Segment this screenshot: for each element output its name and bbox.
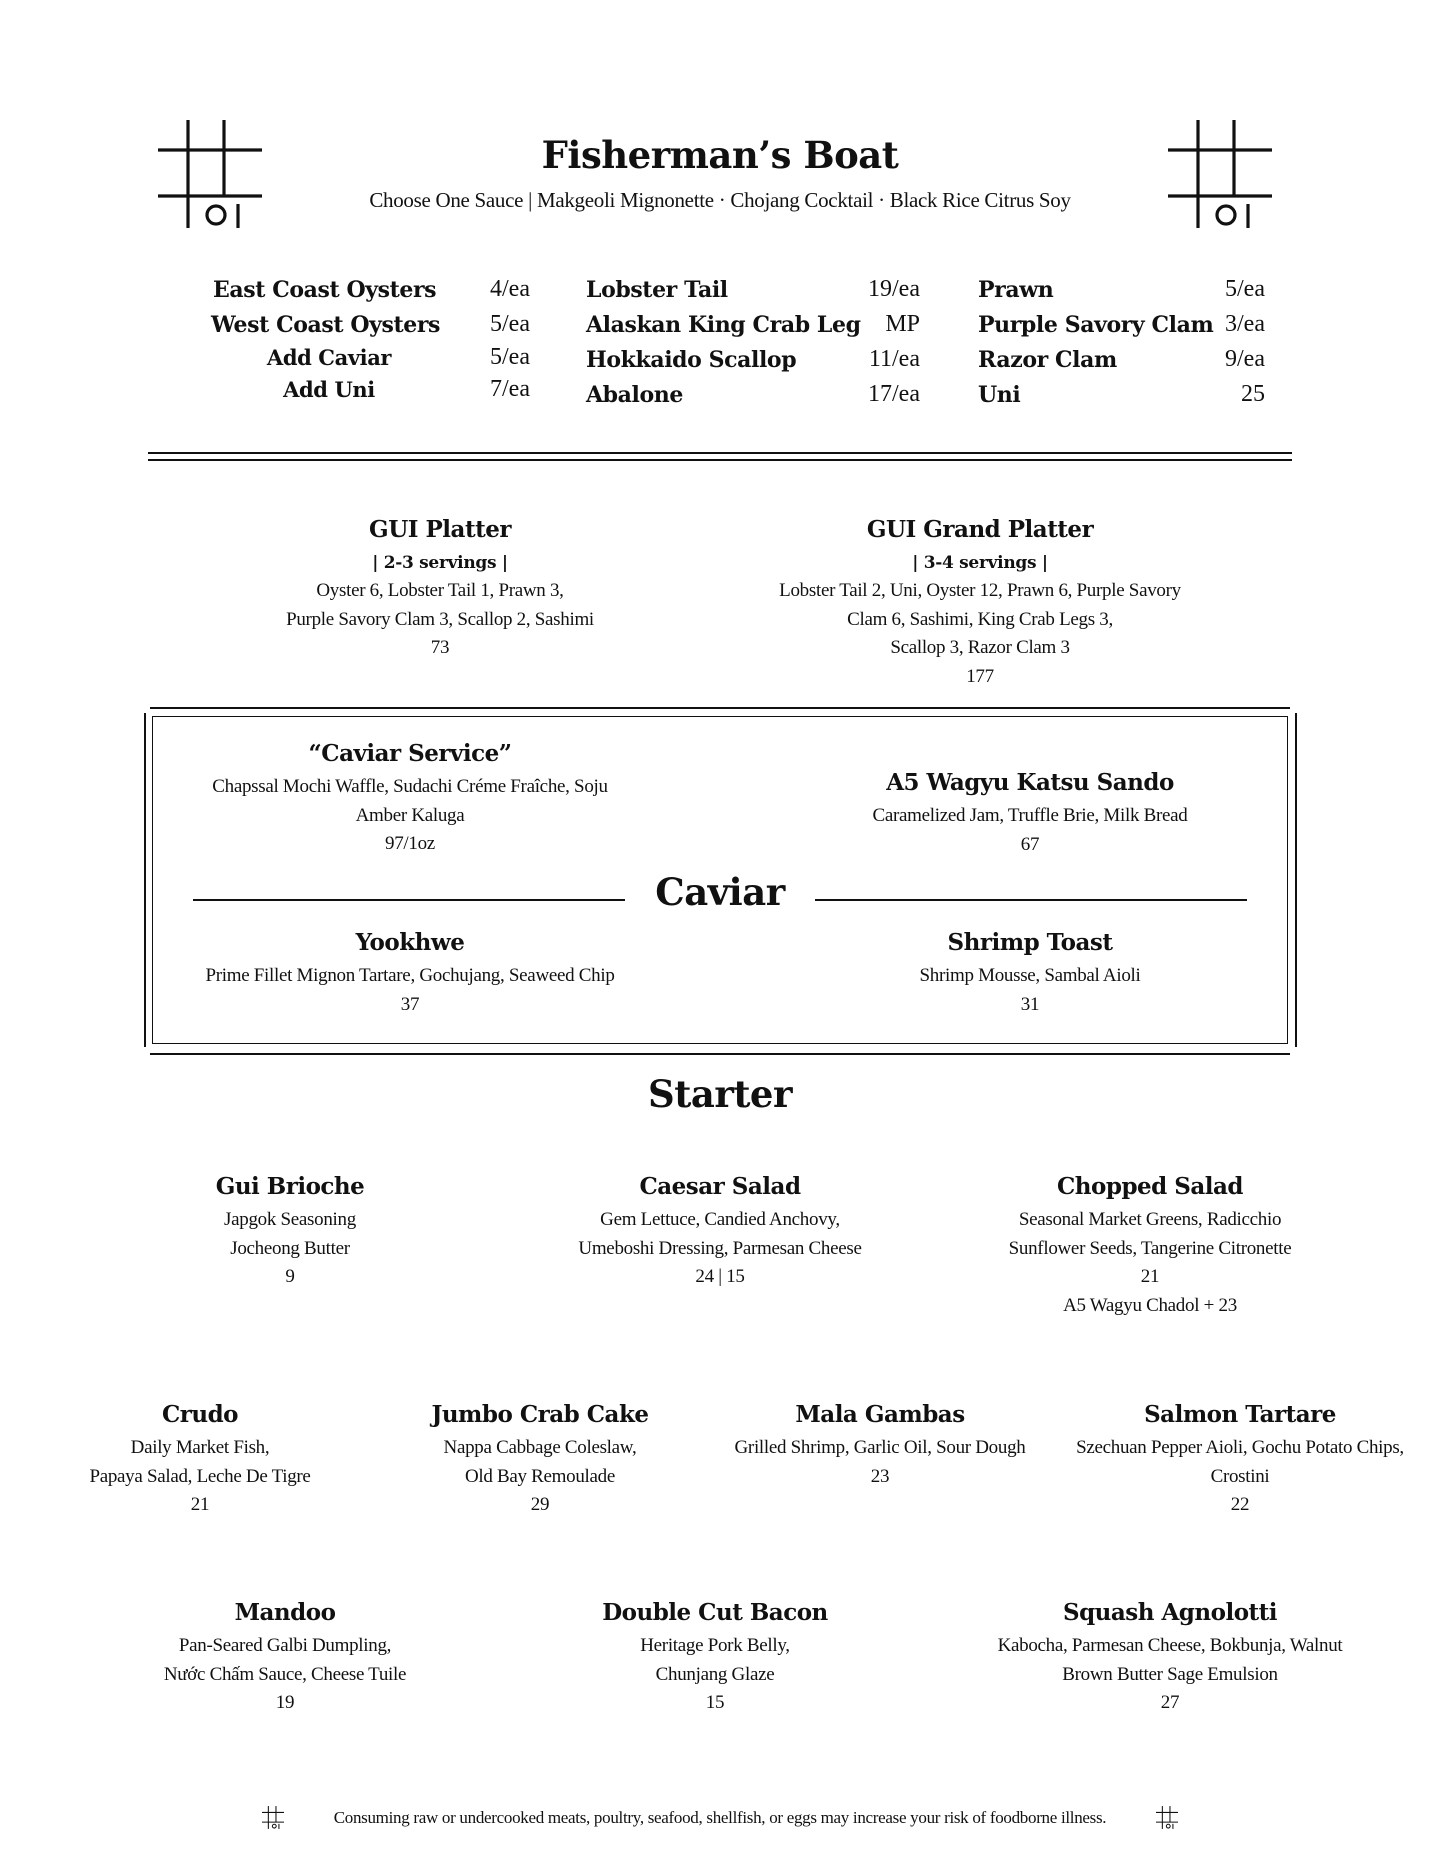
- starter-item-desc: Nước Chấm Sauce, Cheese Tuile: [163, 1663, 407, 1685]
- boat-item-name: Razor Clam: [978, 347, 1117, 373]
- gui-logo-small-left-icon: [262, 1806, 284, 1829]
- starter-item-desc: Nappa Cabbage Coleslaw,: [443, 1437, 637, 1458]
- caviar-item-price: 67: [1020, 833, 1040, 855]
- starter-item-name: Salmon Tartare: [1144, 1401, 1336, 1428]
- boat-item-price: 5/ea: [490, 344, 530, 370]
- starter-item-addon: A5 Wagyu Chadol + 23: [1063, 1294, 1237, 1316]
- section-divider: [148, 459, 1292, 461]
- starter-item-chopped-salad: [960, 1173, 1340, 1320]
- box-border-right-outer: [1295, 713, 1297, 1047]
- starter-item-name: Gui Brioche: [215, 1173, 365, 1200]
- platter-desc-line: Lobster Tail 2, Uni, Oyster 12, Prawn 6, Purple Savory: [779, 580, 1181, 601]
- starter-title: Starter: [648, 1072, 792, 1116]
- starter-item-price: 27: [1160, 1692, 1180, 1713]
- boat-item-name: Uni: [978, 382, 1021, 408]
- boat-item-name: East Coast Oysters: [213, 277, 437, 303]
- boat-subtitle: Choose One Sauce | Makgeoli Mignonette · Chojang Cocktail · Black Rice Citrus Soy: [369, 188, 1071, 212]
- starter-item-desc: Crostini: [1210, 1465, 1270, 1487]
- caviar-item-name: A5 Wagyu Katsu Sando: [886, 769, 1174, 796]
- starter-item-jumbo-crab-cake: [390, 1401, 690, 1520]
- boat-item-price: 11/ea: [868, 346, 920, 372]
- starter-item-name: Caesar Salad: [639, 1173, 801, 1200]
- boat-title: Fisherman’s Boat: [541, 133, 899, 177]
- starter-item-gui-brioche: [140, 1173, 440, 1292]
- caviar-item-shrimp-toast: [810, 929, 1250, 1019]
- box-border-left-outer: [144, 713, 146, 1047]
- starter-item-double-cut-bacon: [560, 1599, 870, 1718]
- starter-item-name: Mala Gambas: [795, 1401, 965, 1428]
- starter-item-desc: Pan-Seared Galbi Dumpling,: [178, 1635, 392, 1656]
- starter-item-name: Squash Agnolotti: [1062, 1599, 1278, 1626]
- boat-item-name: Purple Savory Clam: [978, 312, 1214, 338]
- caviar-rule-right: [815, 899, 1247, 901]
- starter-item-caesar-salad: [520, 1173, 920, 1292]
- boat-item-name: Add Caviar: [266, 345, 392, 370]
- platter-desc-line: Scallop 3, Razor Clam 3: [890, 637, 1070, 658]
- starter-item-desc: Heritage Pork Belly,: [640, 1635, 790, 1656]
- platter-servings: | 2-3 servings |: [372, 553, 508, 573]
- boat-item-price: 25: [1241, 381, 1265, 407]
- starter-item-price: 21: [1140, 1266, 1160, 1287]
- platter-name: GUI Grand Platter: [866, 516, 1094, 543]
- starter-item-squash-agnolotti: [960, 1599, 1380, 1718]
- platter-desc-line: Purple Savory Clam 3, Scallop 2, Sashimi: [286, 608, 594, 630]
- gui-logo-small-right-icon: [1156, 1806, 1178, 1829]
- boat-item-name: Lobster Tail: [586, 277, 728, 303]
- starter-item-price: 9: [285, 1266, 295, 1287]
- platter-servings: | 3-4 servings |: [912, 553, 1048, 573]
- starter-item-price: 19: [275, 1692, 295, 1713]
- caviar-item-katsu-sando: [810, 769, 1250, 859]
- caviar-item-yookhwe: [180, 929, 640, 1019]
- starter-item-name: Mandoo: [234, 1599, 336, 1626]
- food-safety-warning: Consuming raw or undercooked meats, poultry, seafood, shellfish, or eggs may increase your risk of foodborne illness.: [333, 1808, 1107, 1827]
- starter-item-desc: Grilled Shrimp, Garlic Oil, Sour Dough: [734, 1437, 1026, 1458]
- starter-item-mala-gambas: [710, 1401, 1050, 1491]
- caviar-item-service: [190, 740, 630, 859]
- caviar-rule-left: [193, 899, 625, 901]
- caviar-item-name: Yookhwe: [355, 929, 465, 956]
- boat-item-price: 5/ea: [1225, 276, 1265, 302]
- boat-item-name: Abalone: [586, 382, 683, 408]
- starter-item-desc: Sunflower Seeds, Tangerine Citronette: [1008, 1237, 1292, 1259]
- caviar-item-name: Shrimp Toast: [947, 929, 1113, 956]
- starter-item-name: Jumbo Crab Cake: [431, 1401, 649, 1428]
- boat-item-price: 19/ea: [868, 276, 920, 302]
- caviar-item-desc: Prime Fillet Mignon Tartare, Gochujang, Seaweed Chip: [205, 965, 615, 986]
- boat-item-name: Alaskan King Crab Leg: [586, 312, 861, 338]
- starter-item-name: Double Cut Bacon: [602, 1599, 828, 1626]
- platter-price: 73: [430, 637, 450, 658]
- boat-item-price: 9/ea: [1225, 346, 1265, 372]
- starter-item-mandoo: [130, 1599, 440, 1718]
- boat-item-price: 17/ea: [868, 381, 920, 407]
- starter-item-name: Chopped Salad: [1057, 1173, 1243, 1200]
- starter-item-price: 22: [1230, 1494, 1250, 1515]
- starter-item-desc: Old Bay Remoulade: [464, 1465, 616, 1487]
- caviar-item-desc: Amber Kaluga: [355, 804, 465, 826]
- starter-item-salmon-tartare: [1050, 1401, 1430, 1520]
- platter-price: 177: [966, 665, 994, 687]
- starter-item-price: 15: [705, 1692, 725, 1713]
- section-divider: [148, 452, 1292, 454]
- starter-item-price: 21: [190, 1494, 210, 1515]
- box-border-bottom-outer: [150, 1053, 1290, 1055]
- starter-item-desc: Jocheong Butter: [230, 1237, 350, 1259]
- platter-grand: [740, 516, 1220, 691]
- starter-item-desc: Daily Market Fish,: [130, 1437, 270, 1458]
- starter-item-desc: Papaya Salad, Leche De Tigre: [89, 1465, 311, 1487]
- caviar-item-name: “Caviar Service”: [308, 740, 512, 767]
- gui-logo-right-icon: [1168, 120, 1272, 228]
- starter-item-name: Crudo: [161, 1401, 239, 1428]
- starter-item-desc: Szechuan Pepper Aioli, Gochu Potato Chips,: [1076, 1437, 1404, 1458]
- starter-item-price: 23: [870, 1465, 890, 1487]
- starter-item-desc: Gem Lettuce, Candied Anchovy,: [600, 1209, 840, 1230]
- boat-item-name: Hokkaido Scallop: [586, 347, 797, 373]
- caviar-item-price: 37: [400, 993, 420, 1015]
- starter-item-desc: Kabocha, Parmesan Cheese, Bokbunja, Walnut: [997, 1635, 1343, 1656]
- starter-item-desc: Brown Butter Sage Emulsion: [1062, 1663, 1278, 1685]
- boat-item-name: West Coast Oysters: [211, 312, 441, 338]
- starter-item-crudo: [50, 1401, 350, 1520]
- platter-desc-line: Clam 6, Sashimi, King Crab Legs 3,: [847, 608, 1113, 630]
- starter-item-price: 24 | 15: [695, 1266, 745, 1287]
- caviar-item-desc: Shrimp Mousse, Sambal Aioli: [919, 965, 1141, 986]
- platter-desc-line: Oyster 6, Lobster Tail 1, Prawn 3,: [316, 580, 564, 601]
- boat-item-price: 4/ea: [490, 276, 530, 302]
- boat-item-name: Prawn: [978, 277, 1054, 303]
- platter-name: GUI Platter: [369, 516, 511, 543]
- starter-item-price: 29: [530, 1494, 550, 1515]
- gui-logo-left-icon: [158, 120, 262, 228]
- starter-item-desc: Japgok Seasoning: [224, 1209, 356, 1230]
- boat-item-price: 5/ea: [490, 311, 530, 337]
- caviar-item-desc: Chapssal Mochi Waffle, Sudachi Créme Fraîche, Soju: [212, 776, 608, 797]
- boat-item-price: 3/ea: [1225, 311, 1265, 337]
- starter-item-desc: Chunjang Glaze: [655, 1663, 775, 1685]
- starter-item-desc: Umeboshi Dressing, Parmesan Cheese: [578, 1237, 862, 1259]
- caviar-item-price: 31: [1020, 993, 1040, 1015]
- box-border-top-outer: [150, 707, 1290, 709]
- boat-item-price: 7/ea: [490, 376, 530, 402]
- caviar-title: Caviar: [655, 870, 785, 914]
- starter-item-desc: Seasonal Market Greens, Radicchio: [1018, 1209, 1282, 1230]
- caviar-item-desc: Caramelized Jam, Truffle Brie, Milk Bread: [872, 805, 1188, 826]
- caviar-item-price: 97/1oz: [385, 833, 435, 854]
- boat-item-name: Add Uni: [283, 377, 375, 402]
- boat-item-price: MP: [885, 311, 920, 337]
- platter-gui: [230, 516, 650, 663]
